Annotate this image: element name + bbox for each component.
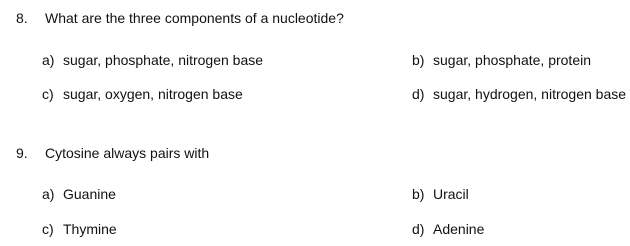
option-a[interactable]: [42, 52, 263, 68]
question-text: What are the three components of a nucleotide?: [45, 10, 344, 26]
option-text: Guanine: [63, 186, 116, 202]
option-letter: b): [412, 186, 425, 202]
option-text: sugar, phosphate, protein: [433, 52, 592, 68]
option-text: Adenine: [433, 221, 485, 237]
option-b[interactable]: [412, 186, 469, 202]
option-c[interactable]: [42, 86, 243, 102]
option-letter: d): [412, 221, 425, 237]
option-c[interactable]: [42, 221, 117, 237]
option-text: sugar, hydrogen, nitrogen base: [433, 86, 627, 102]
option-b[interactable]: [412, 52, 591, 68]
option-text: sugar, phosphate, nitrogen base: [63, 52, 264, 68]
option-text: Uracil: [433, 186, 469, 202]
option-letter: c): [42, 86, 54, 102]
option-text: Thymine: [63, 221, 117, 237]
question-number: 8.: [16, 10, 28, 26]
option-letter: a): [42, 52, 55, 68]
option-d[interactable]: [412, 221, 484, 237]
option-a[interactable]: [42, 186, 116, 202]
option-text: sugar, oxygen, nitrogen base: [63, 86, 243, 102]
option-d[interactable]: [412, 86, 626, 102]
question-number: 9.: [16, 145, 28, 161]
question-text: Cytosine always pairs with: [45, 145, 210, 161]
option-letter: c): [42, 221, 54, 237]
option-letter: a): [42, 186, 55, 202]
option-letter: d): [412, 86, 425, 102]
option-letter: b): [412, 52, 425, 68]
